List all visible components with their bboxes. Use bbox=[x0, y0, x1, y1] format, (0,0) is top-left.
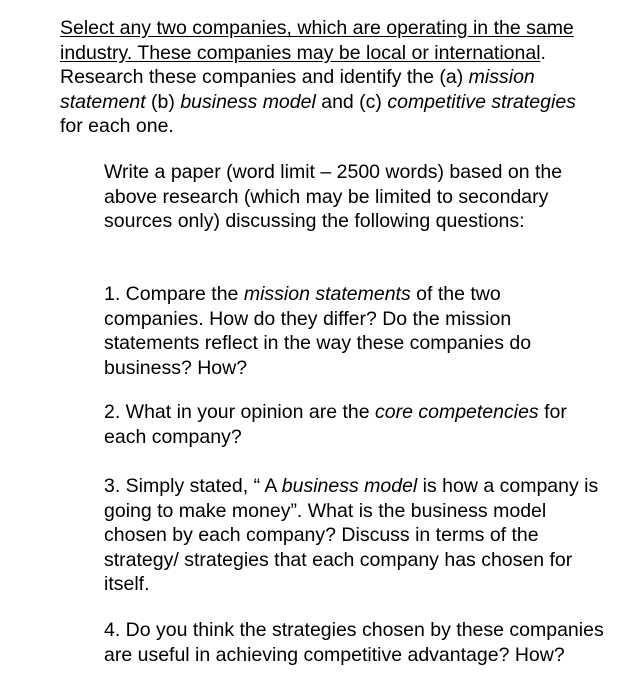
question-2-suffix: for each company? bbox=[104, 401, 567, 448]
question-2-prefix: 2. What in your opinion are the bbox=[104, 401, 375, 423]
paper-instructions: Write a paper (word limit – 2500 words) based on the above research (which may be limited to secondary sources only) discussing the following questions: bbox=[104, 161, 563, 232]
question-1-prefix: 1. Compare the bbox=[104, 283, 244, 305]
intro-paragraph bbox=[60, 16, 600, 139]
question-1-suffix: of the two companies. How do they differ? Do the mission statements reflect in the way these companies do business? How? bbox=[104, 283, 532, 379]
intro-business-model: business model bbox=[180, 90, 316, 113]
question-2 bbox=[104, 400, 604, 449]
question-3-prefix: 3. Simply stated, “ A bbox=[104, 475, 282, 497]
question-2-italic: core competencies bbox=[375, 401, 539, 423]
intro-underlined-text: Select any two companies, which are operating in the same industry. These companies may be local or international bbox=[60, 17, 574, 64]
question-3-suffix: is how a company is going to make money”. What is the business model chosen by each company? Discuss in terms of the strategy/ strategies that each company has chosen for itself. bbox=[104, 475, 599, 595]
question-1-italic: mission statements bbox=[243, 283, 411, 305]
question-3-italic: business model bbox=[281, 475, 418, 497]
question-3 bbox=[104, 474, 604, 597]
intro-c-prefix: and (c) bbox=[315, 90, 388, 113]
intro-mission-statement: mission statement bbox=[60, 66, 535, 113]
intro-b-prefix: (b) bbox=[145, 90, 181, 113]
question-4: 4. Do you think the strategies chosen by these companies are useful in achieving competitive advantage? How? bbox=[104, 619, 604, 666]
intro-text: . Research these companies and identify the (a) bbox=[60, 41, 546, 88]
question-1 bbox=[104, 282, 604, 380]
intro-suffix: for each one. bbox=[60, 115, 174, 137]
intro-competitive-strategies: competitive strategies bbox=[387, 90, 576, 113]
